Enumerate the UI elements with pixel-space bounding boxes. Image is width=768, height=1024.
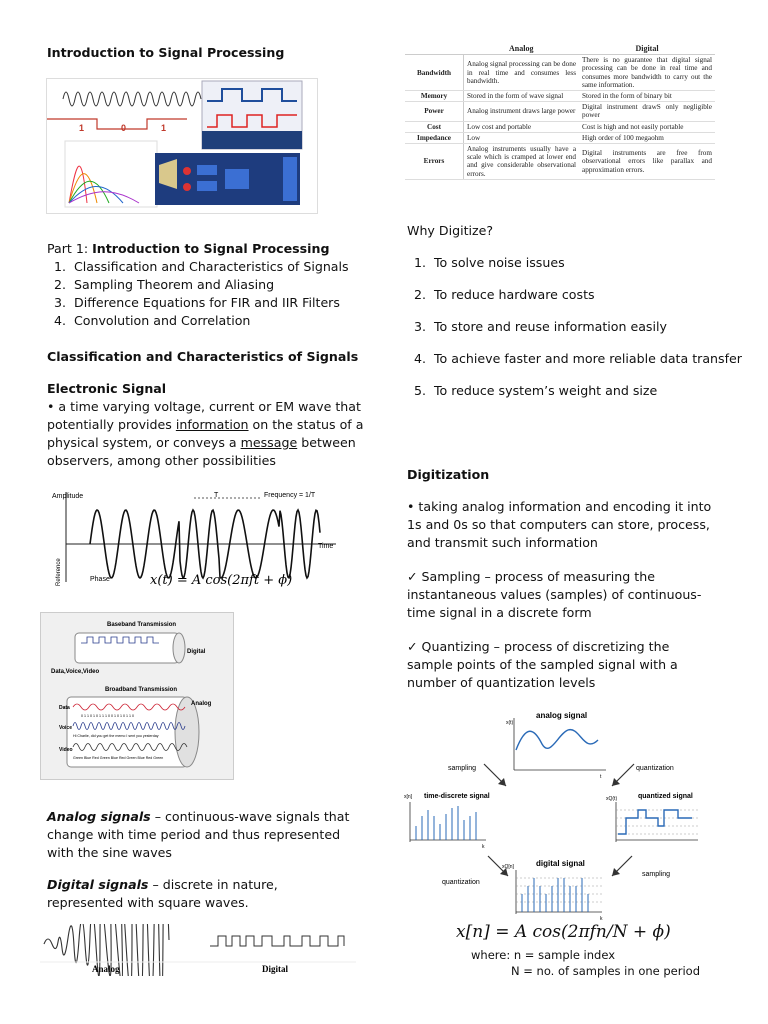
section-heading: Classification and Characteristics of Signals — [47, 349, 359, 364]
intro-collage-svg — [47, 79, 317, 213]
row-voice-label: Voice — [59, 725, 72, 731]
digital-term: Digital signals — [47, 877, 149, 892]
time-label: Time — [318, 543, 334, 550]
table-row-header: Errors — [405, 144, 464, 180]
table-row — [405, 91, 715, 102]
electronic-signal-heading: Electronic Signal — [47, 381, 167, 396]
bit-label: 1 — [79, 123, 85, 133]
k-label-bottom: k — [600, 916, 603, 922]
dvv-label: Data,Voice,Video — [51, 669, 100, 675]
reference-label: Reference — [56, 558, 62, 586]
analog-signals-definition — [47, 808, 357, 862]
video-text: Green Blue Red Green Blue Red Green Blue Red Green — [73, 756, 164, 760]
sampling2-arrow-label: sampling — [642, 871, 671, 878]
table-row-header: Power — [405, 102, 464, 121]
transmission-figure — [40, 612, 234, 780]
where-line-1: where: n = sample index — [471, 948, 616, 962]
text-span: – discrete in nature, represented with square waves. — [47, 877, 278, 910]
discrete-formula: x[n] = A cos(2πfn/N + ϕ) — [456, 922, 671, 942]
text-span: – continuous-wave signals that change with time period and thus represented with the sine waves — [47, 809, 350, 860]
table-cell: Digital instrument drawS only negligible power — [579, 102, 715, 121]
xt-label: x(t) — [506, 720, 514, 726]
part-heading — [47, 240, 377, 258]
table-cell: Digital instruments are free from observational errors like parallax and approximation errors. — [579, 144, 715, 180]
table-cell: There is no guarantee that digital signal processing can be done in real time and consumes more bandwidth to carry out the same information. — [579, 55, 715, 91]
xqt-label: xQ(t) — [606, 796, 618, 802]
why-digitize-heading: Why Digitize? — [407, 223, 494, 238]
text-span: • a time varying voltage, current or EM wave that potentially provides — [47, 399, 361, 432]
period-label: T — [214, 492, 219, 499]
table-cell: Low cost and portable — [464, 121, 580, 132]
sine-wave-svg — [46, 486, 346, 590]
table-body — [405, 55, 715, 180]
table-row-header: Bandwidth — [405, 55, 464, 91]
part-title: Introduction to Signal Processing — [92, 241, 330, 256]
amplitude-label: Amplitude — [52, 493, 84, 500]
analog-term: Analog signals — [47, 809, 151, 824]
bit-label: 1 — [161, 123, 167, 133]
table-row-header: Impedance — [405, 132, 464, 143]
xqn-label: xQ[n] — [502, 864, 514, 870]
broadband-analog-label: Analog — [191, 701, 212, 707]
list-item: 3. Difference Equations for FIR and IIR Filters — [70, 294, 430, 312]
analog-signal-label: analog signal — [536, 711, 588, 720]
message-link: message — [240, 435, 298, 450]
comparison-table-figure — [405, 44, 715, 186]
electronic-signal-definition — [47, 398, 367, 470]
digital-signal-label: digital signal — [536, 859, 585, 868]
table-cell: Stored in the form of wave signal — [464, 91, 580, 102]
table-row — [405, 132, 715, 143]
list-item: 4. To achieve faster and more reliable data transfer — [430, 350, 768, 368]
list-item: 2. Sampling Theorem and Aliasing — [70, 276, 430, 294]
sampling-definition: ✓ Sampling – process of measuring the instantaneous values (samples) of continuous-time signal in a discrete form — [407, 569, 702, 620]
table-cell: Analog instruments usually have a scale which is cramped at lower end and give considerable observational errors. — [464, 144, 580, 180]
digitization-heading: Digitization — [407, 467, 490, 482]
table-row — [405, 102, 715, 121]
table-row — [405, 55, 715, 91]
k-label-left: k — [482, 844, 485, 850]
table-header-row — [405, 44, 715, 55]
voice-text: Hi Charlie, did you get the memo I sent you yesterday — [73, 734, 159, 738]
table-row — [405, 121, 715, 132]
digitization-diagram — [402, 704, 722, 926]
digital-signals-definition — [47, 876, 357, 912]
comparison-table — [405, 44, 715, 180]
waves-svg — [40, 924, 356, 976]
quantizing-definition: ✓ Quantizing – process of discretizing the sample points of the sampled signal with a number of quantization levels — [407, 639, 678, 690]
table-row — [405, 144, 715, 180]
broadband-label: Broadband Transmission — [105, 687, 178, 693]
quantization-arrow-label: quantization — [636, 765, 674, 772]
part-label: Part 1: — [47, 241, 93, 256]
bit-label: 0 — [121, 123, 127, 133]
t-label: t — [600, 774, 602, 780]
sampling-arrow-label: sampling — [448, 765, 477, 772]
table-cell: Low — [464, 132, 580, 143]
list-item: 2. To reduce hardware costs — [430, 286, 768, 304]
information-link: information — [175, 417, 249, 432]
phase-label: Phase — [90, 576, 110, 583]
time-discrete-label: time-discrete signal — [424, 793, 490, 800]
why-digitize-list — [384, 254, 768, 414]
row-video-label: Video — [59, 747, 73, 753]
table-row-header: Cost — [405, 121, 464, 132]
baseband-label: Baseband Transmission — [107, 622, 177, 628]
digitization-svg — [402, 704, 722, 926]
bits-text: 0 1 1 0 1 0 1 1 1 0 0 1 0 1 0 1 1 0 — [81, 714, 134, 718]
list-item: 1. To solve noise issues — [430, 254, 768, 272]
quantized-signal-label: quantized signal — [638, 793, 693, 800]
where-line-2: N = no. of samples in one period — [511, 964, 701, 978]
transmission-svg — [41, 613, 233, 779]
text-span: between observers, among other possibilities — [47, 435, 356, 468]
table-header — [405, 44, 464, 55]
table-cell: Cost is high and not easily portable — [579, 121, 715, 132]
table-row-header: Memory — [405, 91, 464, 102]
table-cell: Stored in the form of binary bit — [579, 91, 715, 102]
list-item: 5. To reduce system’s weight and size — [430, 382, 768, 400]
list-item: 4. Convolution and Correlation — [70, 312, 430, 330]
xn-label: x[n] — [404, 794, 413, 800]
page-title: Introduction to Signal Processing — [47, 45, 285, 60]
part-topics-list — [24, 258, 430, 330]
table-cell: High order of 100 megaohm — [579, 132, 715, 143]
digitization-definition: • taking analog information and encoding it into 1s and 0s so that computers can store, process, and transmit such information — [407, 499, 712, 550]
sine-formula: x(t) = A cos(2πft + ϕ) — [150, 573, 293, 588]
table-header: Digital — [579, 44, 715, 55]
frequency-label: Frequency = 1/T — [264, 492, 316, 499]
text-span: on the status of a physical system, or conveys a — [47, 417, 364, 450]
row-data-label: Data — [59, 705, 70, 711]
table-header: Analog — [464, 44, 580, 55]
analog-digital-waves-figure — [40, 924, 356, 976]
analog-wave-label: Analog — [92, 964, 120, 974]
table-cell: Analog signal processing can be done in real time and consumes less bandwidth. — [464, 55, 580, 91]
quantization2-arrow-label: quantization — [442, 879, 480, 886]
table-cell: Analog instrument draws large power — [464, 102, 580, 121]
intro-collage-figure — [46, 78, 318, 214]
list-item: 3. To store and reuse information easily — [430, 318, 768, 336]
sine-wave-figure — [46, 486, 346, 590]
baseband-digital-label: Digital — [187, 649, 206, 655]
digital-wave-label: Digital — [262, 964, 288, 974]
list-item: 1. Classification and Characteristics of Signals — [70, 258, 430, 276]
